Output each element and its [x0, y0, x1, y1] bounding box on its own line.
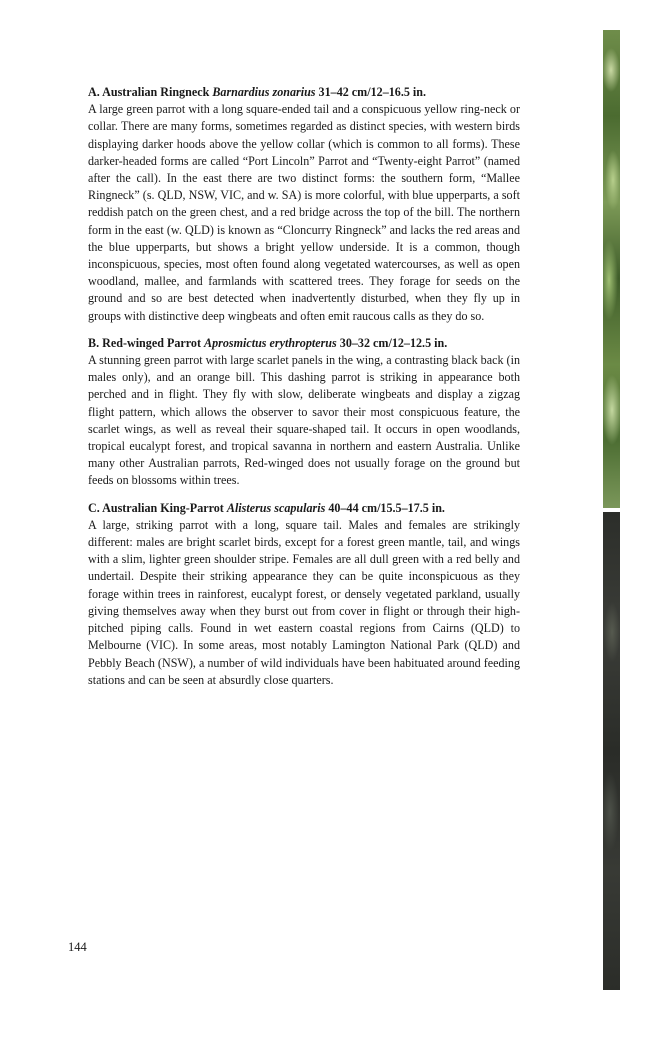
species-heading	[88, 335, 520, 352]
parrot-photo-green-edge	[603, 30, 620, 508]
species-description: A stunning green parrot with large scarlet panels in the wing, a contrasting black back (in males only), and an orange bill. This dashing parrot is striking in appearance both perched and in flight. They fly with slow, deliberate wingbeats and display a zigzag flight pattern, which allows the observer to savor their most conspicuous feature, the scarlet wings, as well as reveal their square-shaped tail. It occurs in open woodlands, tropical eucalypt forest, and tropical savanna in northern and eastern Australia. Unlike many other Australian parrots, Red-winged does not usually forage on the ground but feeds on blossoms within trees.	[88, 353, 520, 488]
page-number: 144	[68, 940, 87, 954]
species-entry-australian-king-parrot	[88, 500, 520, 689]
scientific-name: Barnardius zonarius	[212, 85, 316, 99]
scientific-name: Aprosmictus erythropterus	[204, 335, 337, 350]
species-description: A large green parrot with a long square-ended tail and a conspicuous yellow ring-neck or collar. There are many forms, sometimes regarded as distinct species, with western birds displaying darker hoods above the yellow collar (which is common to all forms). These darker-headed forms are called “Port Lincoln” Parrot and “Twenty-eight Parrot” (named after the call). In the east there are two distinct forms: the southern form, “Mallee Ringneck” (s. QLD, NSW, VIC, and w. SA) is more colorful, with blue upperparts, a soft reddish patch on the green chest, and a red bridge across the top of the bill. The northern form in the east (w. QLD) is known as “Cloncurry Ringneck” and lacks the red areas and the blue upperparts, but shows a bright yellow underside. It is a common, though inconspicuous, species, most often found along vegetated watercourses, as well as open woodland, mallee, and farmlands with scattered trees. They forage for seeds on the ground and so are best detected when inadvertently disturbed, when they fly up in groups with distinctive deep wingbeats and often emit raucous calls as they do so.	[88, 102, 520, 323]
species-description: A large, striking parrot with a long, square tail. Males and females are strikingly different: males are bright scarlet birds, except for a forest green mantle, tail, and wings with a slim, lighter green shoulder stripe. Females are all dull green with a red belly and undertail. Despite their striking appearance they can be quite inconspicuous as they forage within trees in rainforest, eucalypt forest, or densely vegetated parkland, usually giving themselves away when they burst out from cover in flight or through their high-pitched piping calls. Found in wet eastern coastal regions from Cairns (QLD) to Melbourne (VIC). In some areas, most notably Lamington National Park (QLD) and Pebbly Beach (NSW), a number of wild individuals have been habituated around feeding stations and can be seen at absurdly close quarters.	[88, 517, 520, 687]
species-entry-red-winged-parrot	[88, 335, 520, 490]
size-range: 40–44 cm/15.5–17.5 in.	[328, 500, 445, 515]
common-name: B. Red-winged Parrot	[88, 335, 201, 350]
size-range: 30–32 cm/12–12.5 in.	[339, 335, 448, 350]
species-heading	[88, 500, 520, 517]
common-name: A. Australian Ringneck	[88, 85, 210, 99]
size-range: 31–42 cm/12–16.5 in.	[318, 85, 427, 99]
species-heading	[88, 84, 520, 101]
parrot-photo-dark-edge	[603, 512, 620, 990]
species-text-column	[88, 84, 520, 699]
scientific-name: Alisterus scapularis	[226, 500, 326, 515]
species-entry-australian-ringneck	[88, 84, 520, 325]
common-name: C. Australian King-Parrot	[88, 500, 224, 515]
